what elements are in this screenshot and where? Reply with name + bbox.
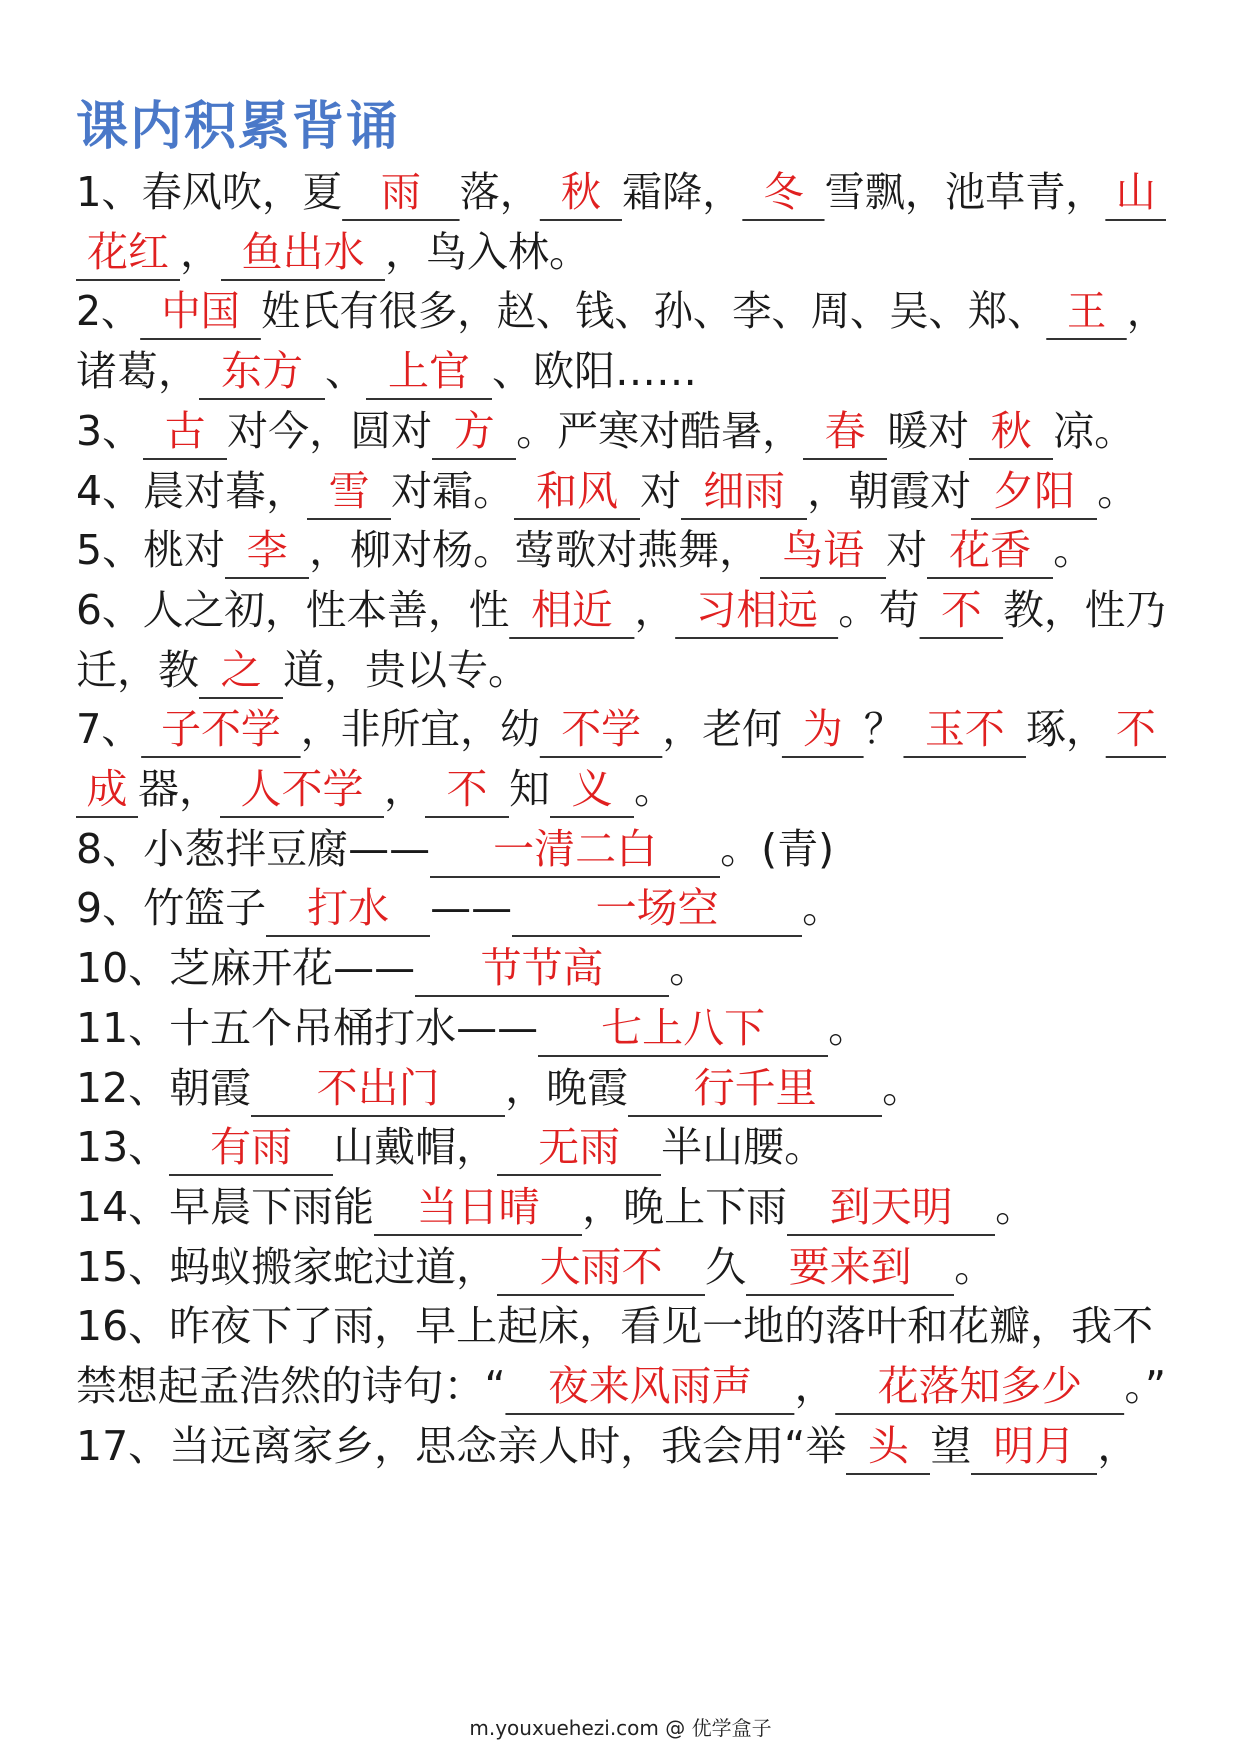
answer-blank: 要来到	[746, 1240, 954, 1296]
question-text: ，	[384, 765, 425, 813]
question-text: 16、昨夜下了雨，早上起床，看见一地的落叶和花瓣，我不	[76, 1302, 1154, 1351]
answer-blank: 细雨	[681, 464, 807, 520]
question-text: 6、人之初，性本善，性	[76, 585, 510, 634]
question-text: 对	[886, 526, 928, 575]
question-text: 。”	[1124, 1362, 1166, 1410]
answer-blank: 雪	[307, 464, 391, 520]
answer-blank: 不	[1106, 702, 1166, 758]
answer-blank: 不	[920, 583, 1003, 639]
exercise-line	[76, 520, 1094, 580]
answer-blank: 玉不	[904, 702, 1027, 758]
question-text: ，朝霞对	[807, 466, 972, 515]
answer-blank: 节节高	[415, 941, 669, 997]
exercise-line	[76, 998, 869, 1058]
answer-blank: 王	[1046, 284, 1126, 340]
answer-blank: 行千里	[628, 1061, 882, 1117]
question-text: 诸葛，	[76, 347, 199, 396]
answer-blank: 当日晴	[374, 1180, 582, 1236]
question-text: 13、	[76, 1123, 170, 1172]
answer-blank: 春	[803, 404, 887, 460]
answer-blank: 李	[225, 523, 309, 579]
answer-blank: 不出门	[251, 1061, 505, 1117]
answer-blank: 花落知多少	[835, 1359, 1124, 1415]
answer-blank: 中国	[140, 284, 261, 340]
question-text: 5、桃对	[76, 526, 226, 575]
answer-blank: 习相远	[675, 583, 838, 639]
question-text: 。	[1053, 526, 1095, 575]
answer-blank: 花红	[76, 225, 180, 281]
exercise-line	[76, 699, 1166, 759]
answer-blank: 方	[432, 404, 516, 460]
question-text: 。	[828, 1003, 870, 1052]
question-text: 教，性乃	[1003, 585, 1167, 634]
question-text: 。	[995, 1182, 1037, 1231]
answer-blank: 古	[143, 404, 227, 460]
answer-blank: 有雨	[169, 1120, 333, 1176]
answer-blank: 上官	[366, 344, 492, 400]
answer-blank: 不	[425, 762, 509, 818]
exercise-line	[76, 222, 590, 282]
question-text: 道，贵以专。	[283, 645, 529, 694]
question-text: 8、小葱拌豆腐——	[76, 824, 431, 873]
exercise-line	[76, 461, 1138, 521]
question-text: 、欧阳……	[492, 347, 697, 396]
exercise-line	[76, 1296, 1153, 1356]
question-text: 17、当远离家乡，思念亲人时，我会用“举	[76, 1421, 847, 1470]
answer-blank: 秋	[969, 404, 1053, 460]
question-text: ，	[180, 227, 221, 276]
question-text: ，晚霞	[505, 1063, 629, 1112]
question-text: 15、蚂蚁搬家蛇过道，	[76, 1242, 498, 1291]
answer-blank: 七上八下	[538, 1001, 828, 1057]
question-text: ，非所宜，幼	[300, 705, 540, 754]
exercise-line	[76, 878, 843, 938]
exercise-line	[76, 1416, 1138, 1476]
question-text: 器，	[138, 765, 220, 813]
answer-blank: 明月	[971, 1419, 1097, 1475]
answer-blank: 为	[782, 702, 864, 758]
exercise-line	[76, 1058, 923, 1118]
answer-blank: 不学	[540, 702, 663, 758]
question-text: ，老何	[662, 705, 783, 754]
question-text: 望	[930, 1421, 972, 1470]
question-text: 。苟	[838, 585, 920, 634]
exercise-line	[76, 819, 834, 879]
question-text: 凉。	[1053, 406, 1136, 455]
answer-blank: 一场空	[512, 881, 802, 937]
answer-blank: 之	[199, 643, 283, 699]
question-text: 10、芝麻开花——	[76, 944, 416, 993]
question-text: 雪飘，池草青，	[824, 168, 1106, 216]
answer-blank: 相近	[509, 583, 634, 639]
answer-blank: 义	[550, 762, 634, 818]
question-text: 。严寒对酷暑，	[516, 406, 804, 455]
question-text: 琢，	[1026, 705, 1106, 754]
answer-blank: 夜来风雨声	[506, 1359, 795, 1415]
question-text: 。	[669, 944, 711, 993]
exercise-line	[76, 1237, 995, 1297]
question-text: 久	[705, 1242, 747, 1291]
question-text: 1、春风吹，夏	[76, 168, 343, 216]
exercise-line	[76, 341, 697, 401]
question-text: 知	[509, 765, 550, 813]
question-text: 对霜。	[391, 466, 515, 515]
question-text: 山戴帽，	[333, 1123, 498, 1172]
question-text: 14、早晨下雨能	[76, 1182, 375, 1231]
exercise-line	[76, 281, 1166, 341]
exercise-line	[76, 1356, 1166, 1416]
answer-blank: 头	[846, 1419, 930, 1475]
answer-blank: 人不学	[220, 762, 384, 818]
question-text: 姓氏有很多，赵、钱、孙、李、周、吴、郑、	[260, 287, 1047, 336]
question-text: 。	[802, 884, 844, 933]
question-text: 落，	[459, 168, 540, 216]
answer-blank: 鱼出水	[221, 225, 385, 281]
question-text: 2、	[76, 287, 141, 336]
question-text: 暖对	[887, 406, 970, 455]
exercise-line	[76, 580, 1166, 640]
question-text: 霜降，	[622, 168, 743, 216]
question-text: 7、	[76, 705, 142, 754]
answer-blank: 大雨不	[497, 1240, 705, 1296]
answer-blank: 和风	[514, 464, 640, 520]
exercise-line	[76, 1117, 825, 1177]
answer-blank: 打水	[266, 881, 430, 937]
question-text: ——	[430, 884, 513, 933]
question-text: ？	[863, 705, 904, 754]
question-text: ，柳对杨。莺歌对燕舞，	[309, 526, 761, 575]
exercise-line	[76, 759, 675, 819]
question-text: ，	[634, 585, 676, 634]
question-text: 4、晨对暮，	[76, 466, 308, 515]
answer-blank: 无雨	[497, 1120, 661, 1176]
question-text: 。	[1097, 466, 1139, 515]
answer-blank: 鸟语	[760, 523, 886, 579]
exercise-line	[76, 401, 1135, 461]
answer-blank: 雨	[342, 165, 459, 221]
question-text: 对今，圆对	[227, 406, 433, 455]
question-text: ，	[1097, 1421, 1139, 1470]
answer-blank: 夕阳	[971, 464, 1097, 520]
answer-blank: 到天明	[787, 1180, 995, 1236]
exercise-line	[76, 938, 710, 998]
answer-blank: 成	[76, 762, 138, 818]
question-text: 12、朝霞	[76, 1063, 252, 1112]
exercise-line	[76, 1177, 1036, 1237]
answer-blank: 子不学	[141, 702, 300, 758]
question-text: 。(青)	[720, 824, 835, 873]
answer-blank: 冬	[742, 165, 824, 221]
exercise-line	[76, 640, 529, 700]
question-text: 禁想起孟浩然的诗句：“	[76, 1362, 506, 1410]
question-text: 。	[634, 765, 675, 813]
question-text: ，鸟入林。	[385, 227, 590, 276]
question-text: 半山腰。	[661, 1123, 826, 1172]
question-text: 3、	[76, 406, 144, 455]
question-text: 。	[954, 1242, 996, 1291]
question-text: 对	[640, 466, 682, 515]
question-text: 迁，教	[76, 645, 199, 694]
answer-blank: 花香	[927, 523, 1053, 579]
question-text: 。	[882, 1063, 924, 1112]
question-text: ，	[1126, 287, 1167, 336]
exercise-line	[76, 162, 1166, 222]
page-title: 课内积累背诵	[76, 97, 401, 157]
question-text: ，晚上下雨	[582, 1182, 788, 1231]
answer-blank: 山	[1105, 165, 1166, 221]
answer-blank: 东方	[199, 344, 325, 400]
answer-blank: 秋	[540, 165, 622, 221]
answer-blank: 一清二白	[430, 822, 720, 878]
question-text: 11、十五个吊桶打水——	[76, 1003, 539, 1052]
question-text: ，	[794, 1362, 836, 1410]
footer-watermark: m.youxuehezi.com @ 优学盒子	[469, 1716, 772, 1740]
question-text: 9、竹篮子	[76, 884, 267, 933]
question-text: 、	[325, 347, 366, 396]
